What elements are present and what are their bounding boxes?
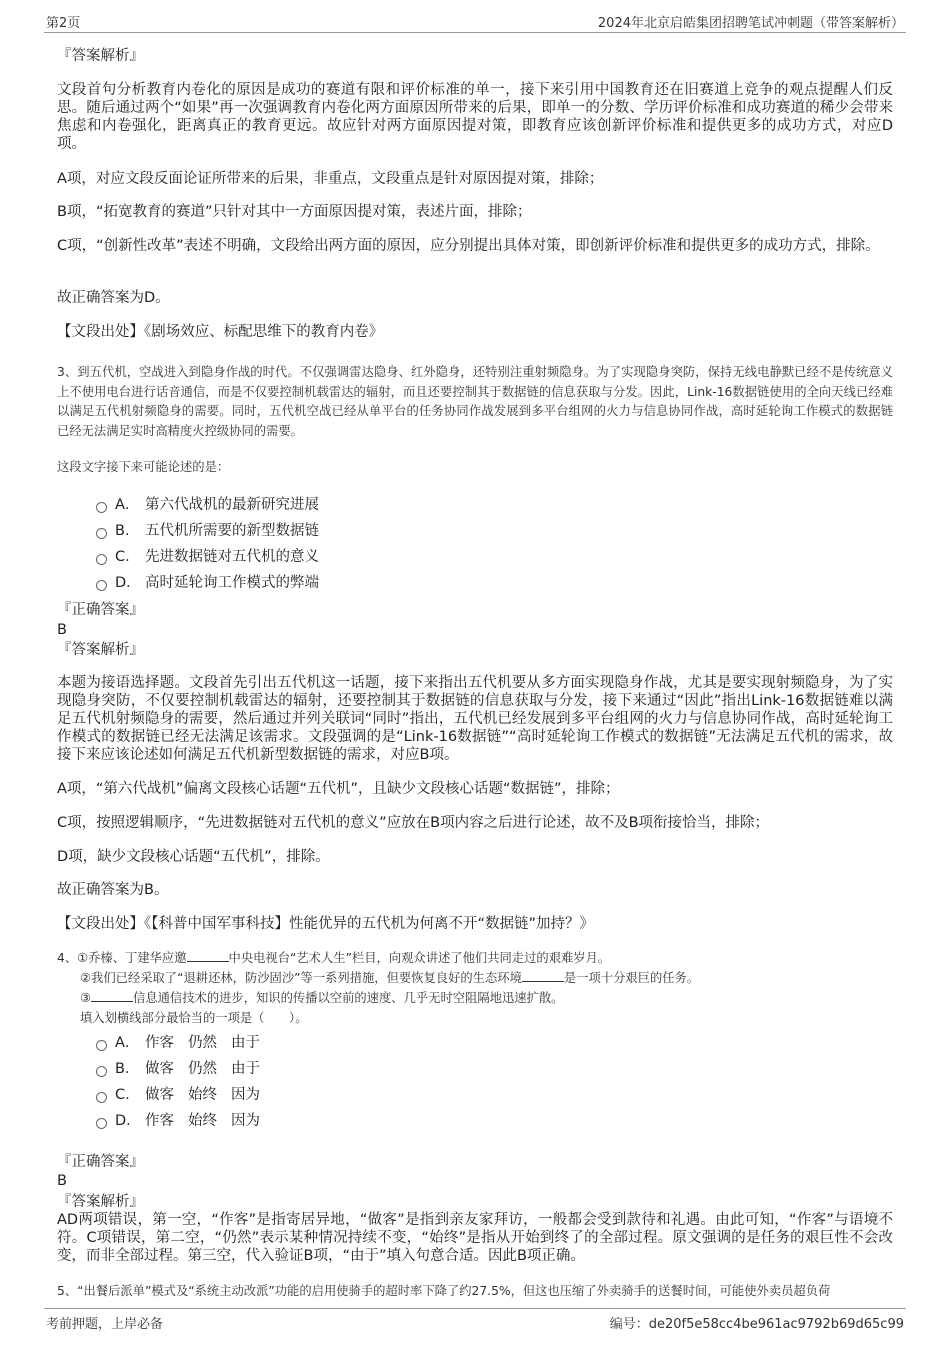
page-number: 第2页 [46, 16, 81, 31]
q3-option-c[interactable]: C． 先进数据链对五代机的意义 [96, 548, 319, 566]
footer-slogan: 考前押题，上岸必备 [46, 1317, 164, 1332]
q2-option-a-note: A项，对应文段反面论证所带来的后果，非重点，文段重点是针对原因提对策，排除； [57, 171, 604, 187]
radio-icon[interactable] [96, 502, 107, 513]
radio-icon[interactable] [96, 1118, 107, 1129]
radio-icon[interactable] [96, 1040, 107, 1051]
page-footer [44, 1308, 906, 1333]
q3-option-b[interactable]: B． 五代机所需要的新型数据链 [96, 522, 319, 540]
q4-sentence-2: ②我们已经采取了“退耕还林，防沙固沙”等一系列措施，但要恢复良好的生态环境 是一项十分艰巨的任务。 [80, 971, 700, 985]
page-header [44, 10, 906, 33]
radio-icon[interactable] [96, 1092, 107, 1103]
q3-option-a-note: A项，“第六代战机”偏离文段核心话题“五代机”，且缺少文段核心话题“数据链”，排除； [57, 781, 620, 797]
q3-option-d[interactable]: D． 高时延轮询工作模式的弊端 [96, 574, 319, 592]
q3-source: 【文段出处】《【科普中国军事科技】性能优异的五代机为何离不开“数据链”加持？》 [57, 916, 595, 932]
q3-stem: 3、到五代机，空战进入到隐身作战的时代。不仅强调雷达隐身、红外隐身，还特别注重射频隐身。为了实现隐身突防，保持无线电静默已经不是传统意义上不使用电台进行话音通信，而是不仅要控制机载雷达的辐射，而且还要控制其于数据链的信息获取与分发。因此，Link-16数据链使用的全向天线已经难以满足五代机射频隐身的需要。同时，五代机空战已经从单平台的任务协同作战发展到多平台组网的火力与信息协同作战，高时延轮询工作模式的数据链已经无法满足实时高精度火控级协同的需要。 [57, 365, 893, 438]
q3-answer-line: 故正确答案为B。 [57, 882, 169, 898]
q3-answer-label: 『正确答案』 [57, 602, 144, 618]
document-code: 编号：de20f5e58cc4be961ac9792b69d65c99 [609, 1317, 904, 1332]
q2-source: 【文段出处】《剧场效应、标配思维下的教育内卷》 [57, 324, 384, 340]
q3-question: 这段文字接下来可能论述的是： [57, 460, 230, 474]
q4-analysis-label: 『答案解析』 [57, 1194, 144, 1210]
q3-option-d-note: D项，缺少文段核心话题“五代机”，排除。 [57, 849, 330, 865]
q3-answer: B [57, 622, 67, 638]
q2-analysis-paragraph: 文段首句分析教育内卷化的原因是成功的赛道有限和评价标准的单一，接下来引用中国教育还在旧赛道上竞争的观点提醒人们反思。随后通过两个“如果”再一次强调教育内卷化两方面原因所带来的后果，即单一的分数、学历评价标准和成功赛道的稀少会带来焦虑和内卷强化，距离真正的教育更远。故应针对两方面原因提对策，即教育应该创新评价标准和提供更多的成功方式，对应D项。 [57, 82, 893, 152]
q3-analysis-paragraph: 本题为接语选择题。文段首先引出五代机这一话题，接下来指出五代机要从多方面实现隐身作战，尤其是要实现射频隐身，为了实现隐身突防，不仅要控制机载雷达的辐射，还要控制其于数据链的信息获取与分发，接下来通过“因此”指出Link-16数据链难以满足五代机射频隐身的需要，然后通过并列关联词“同时”指出，五代机已经发展到多平台组网的火力与信息协同作战，高时延轮询工作模式的数据链已经无法满足该需求。文段强调的是“Link-16数据链”“高时延轮询工作模式的数据链”无法满足五代机的需求，故接下来应该论述如何满足五代机新型数据链的需求，对应B项。 [57, 675, 893, 763]
q2-analysis-label: 『答案解析』 [57, 48, 144, 64]
fill-blank [522, 969, 564, 982]
q4-answer-label: 『正确答案』 [57, 1154, 144, 1170]
q4-option-b[interactable]: B． 做客 仍然 由于 [96, 1060, 260, 1078]
radio-icon[interactable] [96, 580, 107, 591]
q5-stem: 5、“出餐后派单”模式及“系统主动改派”功能的启用使骑手的超时率下降了约27.5%，但这也压缩了外卖骑手的送餐时间，可能使外卖员超负荷 [57, 1284, 831, 1298]
q3-analysis-label: 『答案解析』 [57, 642, 144, 658]
q2-answer-line: 故正确答案为D。 [57, 290, 170, 306]
radio-icon[interactable] [96, 1066, 107, 1077]
fill-blank [91, 989, 133, 1002]
radio-icon[interactable] [96, 554, 107, 565]
q4-sentence-3: ③ 信息通信技术的进步，知识的传播以空前的速度、几乎无时空阻隔地迅速扩散。 [80, 991, 564, 1005]
document-title: 2024年北京启皓集团招聘笔试冲刺题（带答案解析） [597, 16, 904, 31]
q4-answer: B [57, 1173, 67, 1189]
q4-option-d[interactable]: D． 作客 始终 因为 [96, 1112, 260, 1130]
q4-sentence-1: 4、①乔榛、丁建华应邀 中央电视台“艺术人生”栏目，向观众讲述了他们共同走过的艰难岁月。 [57, 951, 611, 965]
fill-blank [187, 949, 229, 962]
q4-option-c[interactable]: C． 做客 始终 因为 [96, 1086, 260, 1104]
q2-option-c-note: C项，“创新性改革”表述不明确，文段给出两方面的原因，应分别提出具体对策，即创新评价标准和提供更多的成功方式，排除。 [57, 238, 880, 254]
q2-option-b-note: B项，“拓宽教育的赛道”只针对其中一方面原因提对策，表述片面，排除； [57, 204, 532, 220]
q3-option-a[interactable]: A． 第六代战机的最新研究进展 [96, 496, 319, 514]
q3-option-c-note: C项，按照逻辑顺序，“先进数据链对五代机的意义”应放在B项内容之后进行论述，故不及B项衔接恰当，排除； [57, 815, 770, 831]
q4-question: 填入划横线部分最恰当的一项是（ ）。 [80, 1011, 308, 1025]
q4-option-a[interactable]: A． 作客 仍然 由于 [96, 1034, 260, 1052]
radio-icon[interactable] [96, 528, 107, 539]
q4-analysis-paragraph: AD两项错误，第一空，“作客”是指寄居异地，“做客”是指到亲友家拜访，一般都会受到款待和礼遇。由此可知，“作客”与语境不符。C项错误，第二空，“仍然”表示某种情况持续不变，“始终”是指从开始到终了的全部过程。原文强调的是任务的艰巨性不会改变，而非全部过程。第三空，代入验证B项，“由于”填入句意合适。因此B项正确。 [57, 1212, 893, 1264]
